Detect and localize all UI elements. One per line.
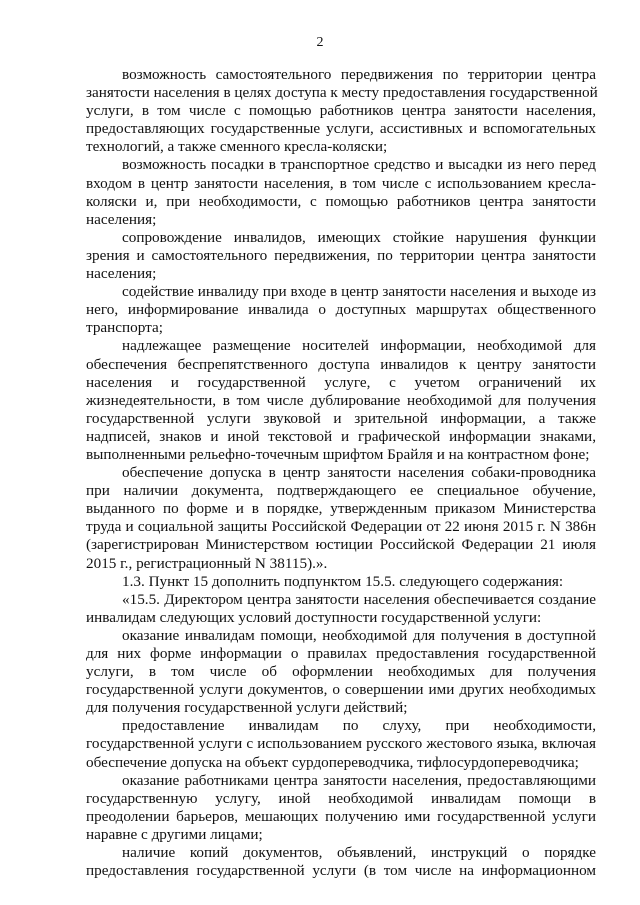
text-line: оказание инвалидам помощи, необходимой для получения в доступной bbox=[122, 626, 596, 644]
paragraph bbox=[86, 627, 596, 717]
text-line: 2015 г., регистрационный N 38115).». bbox=[86, 554, 328, 572]
text-line: предоставление инвалидам по слуху, при необходимости, bbox=[122, 717, 596, 735]
text-line: 1.3. Пункт 15 дополнить подпунктом 15.5. следующего содержания: bbox=[122, 572, 564, 590]
text-line: коляски и, при необходимости, с помощью работников центра занятости bbox=[86, 192, 596, 210]
text-line: возможность посадки в транспортное средство и высадки из него перед bbox=[122, 156, 596, 174]
paragraph bbox=[86, 337, 596, 464]
paragraph bbox=[86, 591, 596, 627]
text-line: государственной услуги с использованием русского жестового языка, включая bbox=[86, 735, 596, 753]
text-line: технологий, а также сменного кресла-коляски; bbox=[86, 138, 388, 156]
text-line: выполненными рельефно-точечным шрифтом Брайля и на контрастном фоне; bbox=[86, 445, 590, 463]
text-line: транспорта; bbox=[86, 319, 163, 337]
text-line: предоставления государственной услуги (в том числе на информационном bbox=[86, 862, 596, 880]
text-line: обеспечения беспрепятственного доступа инвалидов к центру занятости bbox=[86, 355, 596, 373]
paragraph bbox=[86, 717, 596, 771]
text-line: входом в центр занятости населения, в том числе с использованием кресла- bbox=[86, 174, 596, 192]
text-line: услуги, в том числе с помощью работников центра занятости населения, bbox=[86, 102, 596, 120]
text-line: труда и социальной защиты Российской Федерации от 22 июня 2015 г. N 386н bbox=[86, 518, 596, 536]
text-line: сопровождение инвалидов, имеющих стойкие нарушения функции bbox=[122, 228, 596, 246]
text-line: обеспечение допуска на объект сурдопереводчика, тифлосурдопереводчика; bbox=[86, 753, 579, 771]
text-line: надписей, знаков и иной текстовой и графической информации знаками, bbox=[86, 427, 596, 445]
text-line: для них форме информации о правилах предоставления государственной bbox=[86, 645, 596, 662]
text-line: выданного по форме и в порядке, утвержденным приказом Министерства bbox=[86, 500, 596, 518]
text-line: занятости населения в целях доступа к месту предоставления государственной bbox=[86, 84, 598, 102]
text-line: «15.5. Директором центра занятости населения обеспечивается создание bbox=[122, 590, 596, 608]
text-line: при наличии документа, подтверждающего ее специальное обучение, bbox=[86, 482, 596, 500]
text-line: обеспечение допуска в центр занятости населения собаки-проводника bbox=[122, 464, 596, 482]
text-line: инвалидам следующих условий доступности государственной услуги: bbox=[86, 608, 542, 626]
paragraph bbox=[86, 844, 596, 880]
text-line: государственную услугу, иной необходимой инвалидам помощи в bbox=[86, 789, 596, 807]
text-line: населения; bbox=[86, 265, 157, 283]
text-line: преодолении барьеров, мешающих получению ими государственной услуги bbox=[86, 807, 596, 825]
text-line: наравне с другими лицами; bbox=[86, 825, 263, 843]
page-number: 2 bbox=[316, 35, 324, 50]
text-line: услуги, в том числе об оформлении необходимых для получения bbox=[86, 663, 596, 681]
paragraph bbox=[86, 229, 596, 283]
paragraph bbox=[86, 573, 596, 591]
text-line: государственной услуги звуковой и зрительной информации, а также bbox=[86, 409, 596, 427]
paragraph bbox=[86, 156, 596, 228]
paragraph bbox=[86, 464, 596, 573]
text-line: содействие инвалиду при входе в центр занятости населения и выходе из bbox=[122, 283, 596, 301]
text-line: населения; bbox=[86, 210, 157, 228]
text-line: (зарегистрирован Министерством юстиции Российской Федерации 21 июля bbox=[86, 536, 596, 554]
text-line: зрения и самостоятельного передвижения, по территории центра занятости bbox=[86, 246, 596, 264]
paragraph bbox=[86, 283, 596, 337]
text-line: для получения государственной услуги действий; bbox=[86, 699, 408, 717]
text-line: надлежащее размещение носителей информации, необходимой для bbox=[122, 337, 596, 355]
text-line: государственной услуги документов, о совершении ими других необходимых bbox=[86, 681, 596, 699]
text-line: жизнедеятельности, в том числе дублирование необходимой для получения bbox=[86, 391, 596, 409]
text-line: населения и государственной услуге, с учетом ограничений их bbox=[86, 373, 596, 391]
document-body bbox=[86, 66, 596, 880]
text-line: него, информирование инвалида о доступных маршрутах общественного bbox=[86, 301, 596, 319]
text-line: наличие копий документов, объявлений, инструкций о порядке bbox=[122, 844, 596, 862]
text-line: оказание работниками центра занятости населения, предоставляющими bbox=[122, 771, 596, 789]
text-line: возможность самостоятельного передвижения по территории центра bbox=[122, 66, 596, 83]
text-line: предоставляющих государственные услуги, ассистивных и вспомогательных bbox=[86, 120, 596, 138]
paragraph bbox=[86, 772, 596, 844]
paragraph bbox=[86, 66, 596, 156]
